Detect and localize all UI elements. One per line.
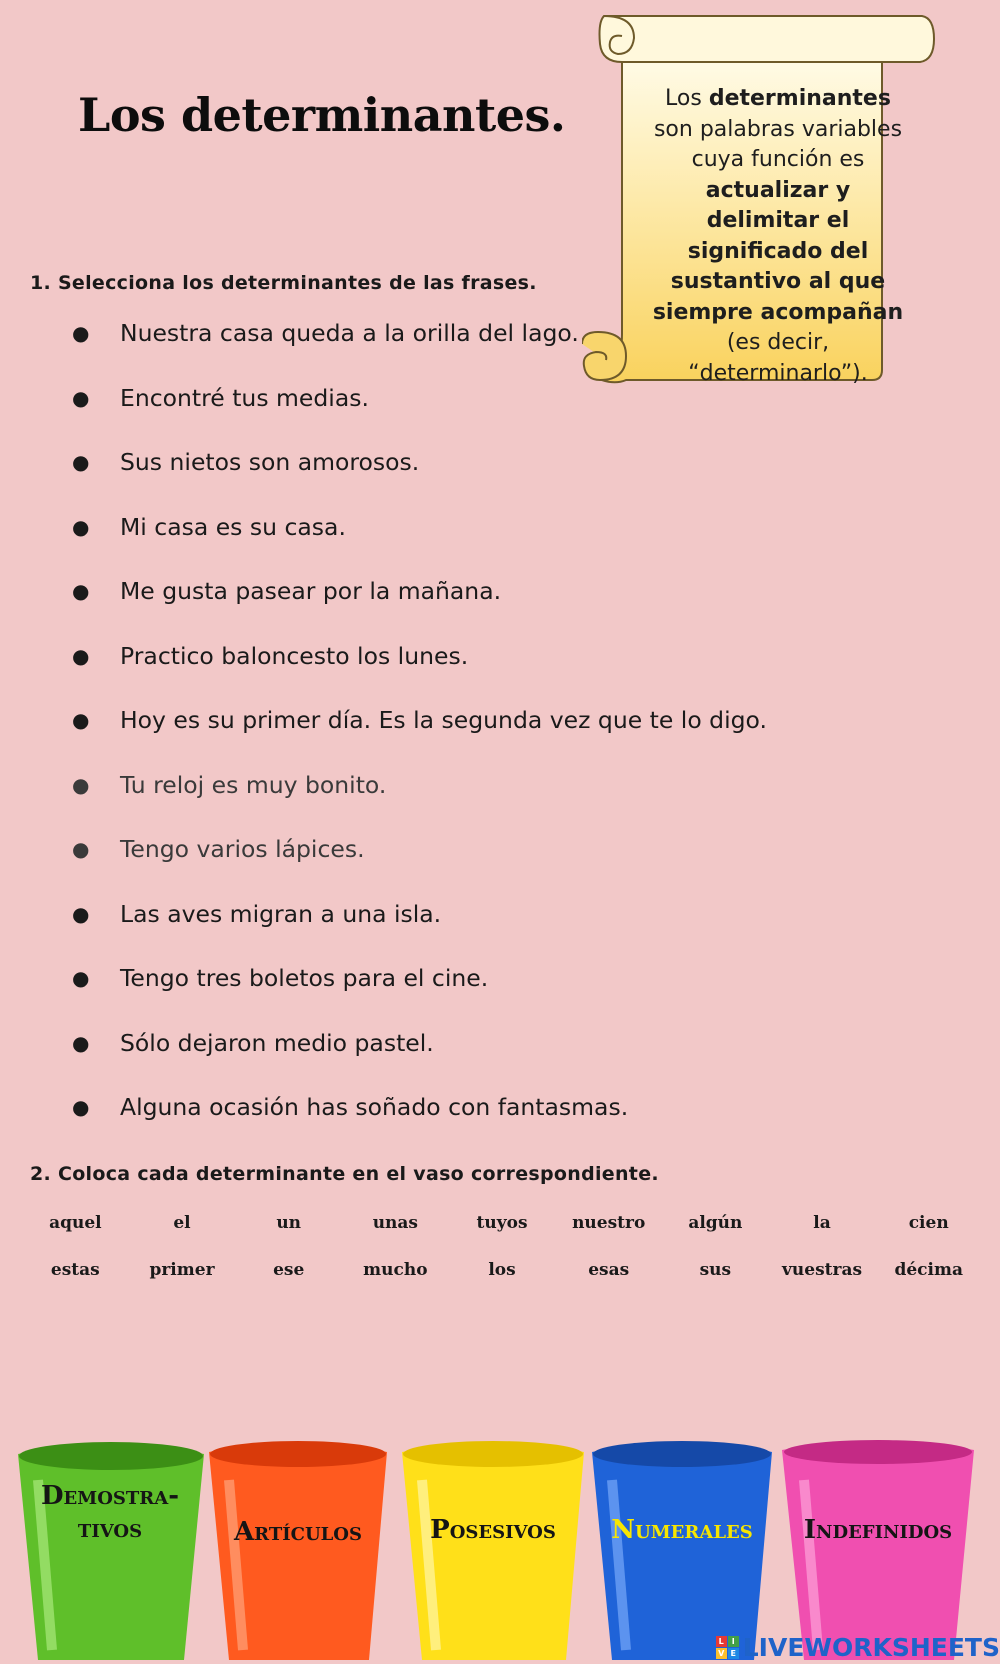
cup-label [778, 1514, 978, 1547]
draggable-word[interactable]: tuyos [476, 1213, 528, 1233]
definition-part: determinantes [708, 86, 891, 111]
question-2: 2. Coloca cada determinante en el vaso correspondiente. [30, 1163, 659, 1185]
draggable-word[interactable]: los [488, 1260, 516, 1280]
liveworksheets-logo-icon [716, 1636, 739, 1659]
draggable-word[interactable]: el [173, 1213, 191, 1233]
cup-label [398, 1514, 588, 1547]
cup-demostrativos[interactable] [10, 1440, 210, 1664]
list-item[interactable] [72, 316, 767, 381]
bullet: ● [72, 385, 90, 410]
liveworksheets-brand[interactable] [716, 1630, 1000, 1664]
cup-label [205, 1516, 391, 1549]
cup-label-line: Indefinidos [803, 1515, 953, 1545]
brand-text: LIVEWORKSHEETS [742, 1632, 1000, 1662]
sentence-text[interactable]: Nuestra casa queda a la orilla del lago. [120, 319, 579, 347]
draggable-word[interactable]: primer [149, 1260, 215, 1280]
sentence-text[interactable]: Alguna ocasión has soñado con fantasmas. [120, 1093, 629, 1121]
list-item[interactable] [72, 510, 767, 575]
bullet: ● [72, 966, 90, 990]
draggable-word[interactable]: mucho [363, 1260, 428, 1280]
word-row-1 [22, 1213, 982, 1260]
draggable-word[interactable]: unas [372, 1213, 418, 1233]
definition-part: son palabras variables cuya función es [653, 116, 903, 172]
list-item[interactable] [72, 1090, 767, 1155]
sentence-text[interactable]: Practico baloncesto los lunes. [120, 641, 469, 670]
draggable-word[interactable]: esas [588, 1260, 630, 1280]
cup-label [588, 1514, 776, 1547]
worksheet-title: Los determinantes. [78, 88, 566, 142]
bullet: ● [72, 643, 90, 668]
cup-label-line: Posesivos [430, 1515, 556, 1545]
sentence-list [72, 316, 767, 1155]
draggable-word[interactable]: algún [688, 1213, 743, 1233]
sentence-text[interactable]: Sus nietos son amorosos. [120, 448, 420, 476]
list-item[interactable] [72, 1026, 767, 1091]
cup-label-line: Demostra- [41, 1481, 179, 1511]
draggable-word[interactable]: cien [908, 1213, 949, 1233]
word-row-2 [22, 1260, 982, 1307]
sentence-text[interactable]: Sólo dejaron medio pastel. [120, 1028, 434, 1057]
definition-part: Los [665, 86, 709, 111]
bullet: ● [72, 708, 90, 732]
draggable-word[interactable]: décima [894, 1260, 963, 1280]
bullet: ● [72, 772, 90, 797]
cup-label-line: Artículos [234, 1517, 362, 1547]
bullet: ● [72, 579, 90, 603]
draggable-word[interactable]: estas [50, 1260, 100, 1280]
cup-posesivos[interactable] [398, 1440, 588, 1664]
draggable-word[interactable]: ese [273, 1260, 305, 1280]
draggable-word[interactable]: aquel [49, 1213, 102, 1233]
cup-graphic [205, 1440, 391, 1664]
draggable-word[interactable]: la [813, 1213, 831, 1233]
sentence-text[interactable]: Tu reloj es muy bonito. [120, 770, 387, 799]
sentence-text[interactable]: Hoy es su primer día. Es la segunda vez que te lo digo. [120, 706, 767, 734]
sentence-text[interactable]: Mi casa es su casa. [120, 512, 346, 541]
logo-letter: L [716, 1636, 727, 1647]
list-item[interactable] [72, 574, 767, 639]
sentence-text[interactable]: Tengo tres boletos para el cine. [120, 964, 489, 992]
definition-part: (es decir, “determinarlo”). [688, 330, 868, 386]
bullet: ● [72, 450, 90, 474]
draggable-word[interactable]: un [276, 1213, 302, 1233]
list-item[interactable] [72, 381, 767, 446]
question-1: 1. Selecciona los determinantes de las frases. [30, 272, 537, 294]
bullet: ● [72, 1030, 90, 1055]
bullet: ● [72, 837, 90, 861]
list-item[interactable] [72, 445, 767, 510]
logo-letter: V [716, 1648, 727, 1659]
cup-label-line: tivos [77, 1514, 143, 1544]
definition-part: actualizar y delimitar el significado del sustantivo al que siempre acompañan [652, 177, 904, 325]
draggable-word[interactable]: nuestro [572, 1213, 646, 1233]
list-item[interactable] [72, 703, 767, 768]
list-item[interactable] [72, 639, 767, 704]
cup-label-line: Numerales [611, 1515, 753, 1545]
draggable-word[interactable]: vuestras [782, 1260, 863, 1280]
cup-graphic [10, 1440, 210, 1664]
sentence-text[interactable]: Las aves migran a una isla. [120, 899, 442, 928]
sentence-text[interactable]: Tengo varios lápices. [120, 835, 365, 863]
logo-letter: E [728, 1648, 739, 1659]
bullet: ● [72, 514, 90, 539]
list-item[interactable] [72, 832, 767, 897]
bullet: ● [72, 321, 90, 345]
word-bank [22, 1213, 982, 1307]
sentence-text[interactable]: Encontré tus medias. [120, 383, 369, 412]
cup-graphic [398, 1440, 588, 1664]
list-item[interactable] [72, 897, 767, 962]
logo-letter: I [728, 1636, 739, 1647]
bullet: ● [72, 1095, 90, 1119]
cup-articulos[interactable] [205, 1440, 391, 1664]
cup-label [10, 1480, 210, 1546]
draggable-word[interactable]: sus [699, 1260, 732, 1280]
sentence-text[interactable]: Me gusta pasear por la mañana. [120, 577, 502, 605]
list-item[interactable] [72, 961, 767, 1026]
list-item[interactable] [72, 768, 767, 833]
bullet: ● [72, 901, 90, 926]
